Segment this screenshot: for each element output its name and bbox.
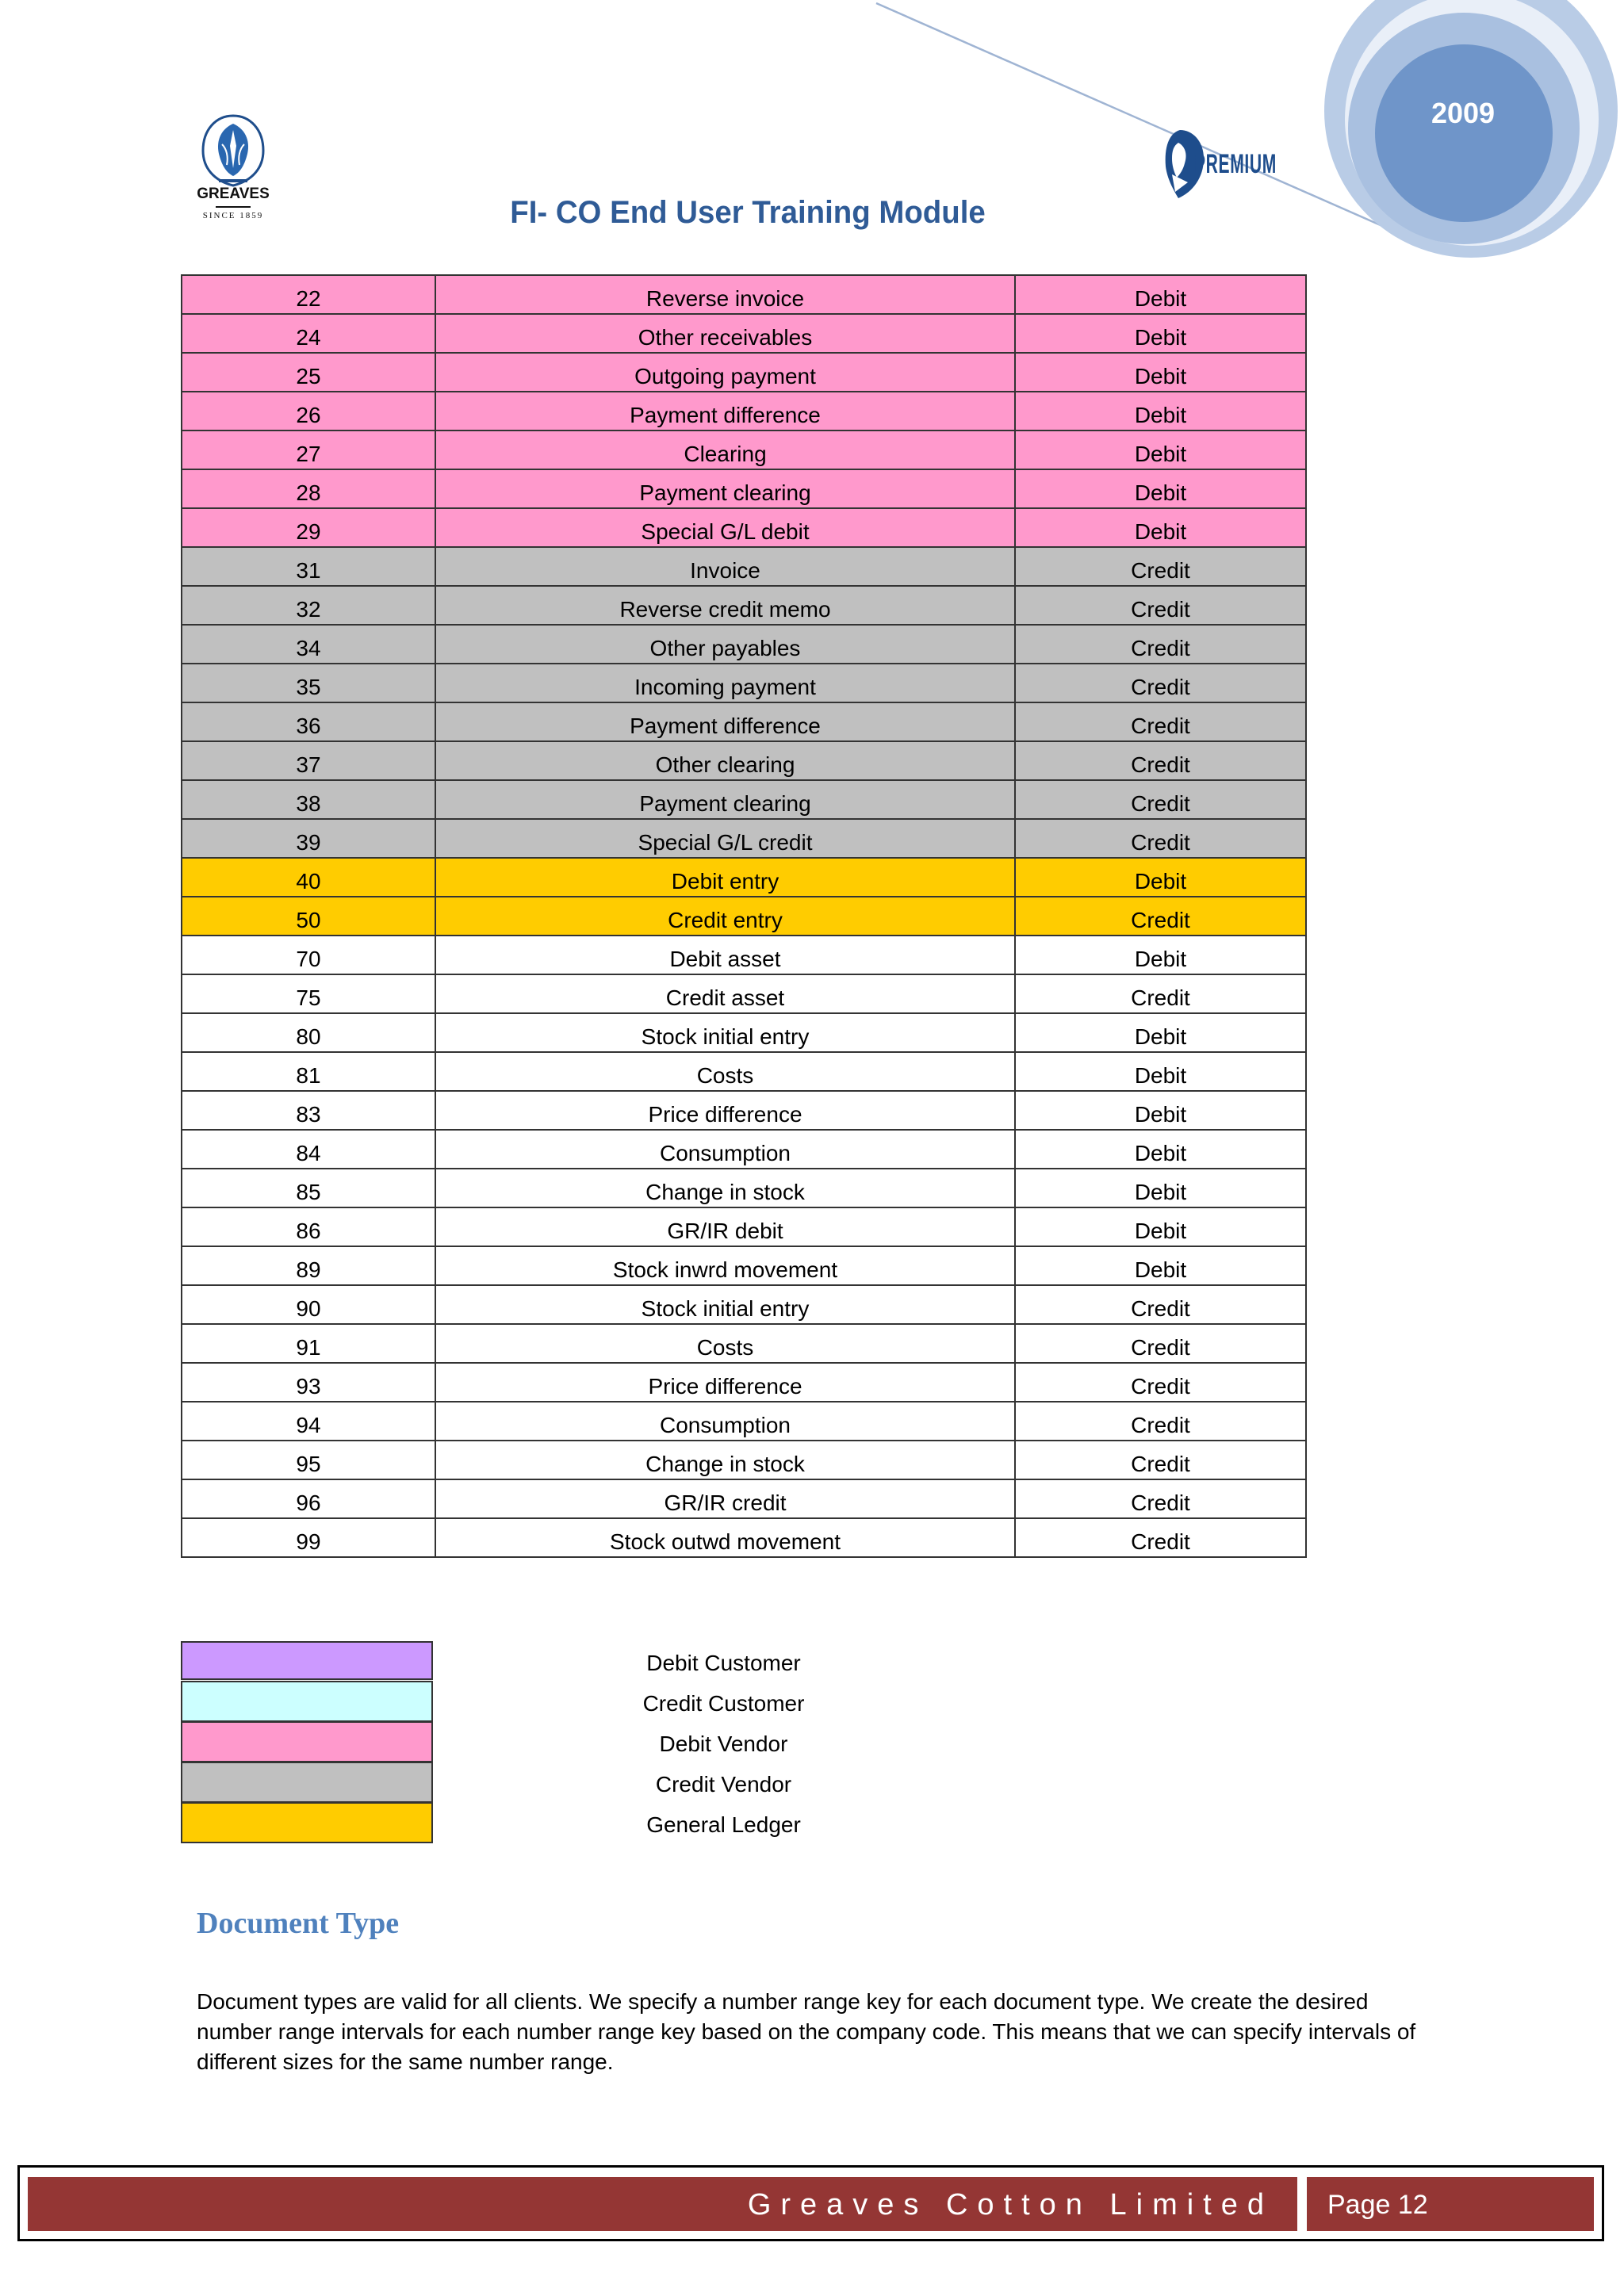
description-cell: Credit entry	[435, 897, 1015, 936]
description-cell: Clearing	[435, 430, 1015, 469]
description-cell: Reverse credit memo	[435, 586, 1015, 625]
debit-credit-cell: Debit	[1015, 1246, 1306, 1285]
debit-credit-cell: Debit	[1015, 1207, 1306, 1246]
year-label: 2009	[1431, 97, 1496, 129]
greaves-logo-name: GREAVES	[197, 186, 270, 202]
legend-swatch	[181, 1641, 433, 1680]
table-row	[182, 1479, 1306, 1518]
description-cell: GR/IR debit	[435, 1207, 1015, 1246]
table-row	[182, 858, 1306, 897]
debit-credit-cell: Debit	[1015, 1169, 1306, 1207]
table-row	[182, 936, 1306, 974]
posting-key-cell: 40	[182, 858, 435, 897]
legend-swatch	[181, 1802, 433, 1843]
description-cell: Consumption	[435, 1402, 1015, 1441]
posting-key-cell: 89	[182, 1246, 435, 1285]
debit-credit-cell: Debit	[1015, 858, 1306, 897]
legend-swatch	[181, 1721, 433, 1762]
description-cell: Stock initial entry	[435, 1013, 1015, 1052]
module-title: FI- CO End User Training Module	[510, 195, 986, 230]
posting-key-cell: 86	[182, 1207, 435, 1246]
posting-key-cell: 83	[182, 1091, 435, 1130]
greaves-logo-since: SINCE 1859	[202, 211, 264, 220]
table-row	[182, 547, 1306, 586]
table-row	[182, 1246, 1306, 1285]
posting-key-cell: 85	[182, 1169, 435, 1207]
debit-credit-cell: Credit	[1015, 780, 1306, 819]
description-cell: Consumption	[435, 1130, 1015, 1169]
debit-credit-cell: Credit	[1015, 1324, 1306, 1363]
posting-key-cell: 99	[182, 1518, 435, 1557]
table-row	[182, 1518, 1306, 1557]
posting-key-cell: 32	[182, 586, 435, 625]
description-cell: Stock outwd movement	[435, 1518, 1015, 1557]
table-row	[182, 1324, 1306, 1363]
table-row	[182, 586, 1306, 625]
table-row	[182, 1441, 1306, 1479]
description-cell: Other receivables	[435, 314, 1015, 353]
debit-credit-cell: Credit	[1015, 625, 1306, 664]
table-row	[182, 897, 1306, 936]
description-cell: Reverse invoice	[435, 275, 1015, 314]
table-row	[182, 430, 1306, 469]
description-cell: Costs	[435, 1324, 1015, 1363]
posting-key-cell: 27	[182, 430, 435, 469]
legend-label: Credit Customer	[642, 1691, 805, 1716]
debit-credit-cell: Credit	[1015, 547, 1306, 586]
description-cell: Incoming payment	[435, 664, 1015, 702]
posting-key-cell: 75	[182, 974, 435, 1013]
legend-label: Debit Vendor	[659, 1732, 788, 1756]
table-row	[182, 1169, 1306, 1207]
description-cell: Special G/L debit	[435, 508, 1015, 547]
debit-credit-cell: Credit	[1015, 1363, 1306, 1402]
posting-key-cell: 90	[182, 1285, 435, 1324]
table-row	[182, 625, 1306, 664]
debit-credit-cell: Credit	[1015, 702, 1306, 741]
table-row	[182, 1207, 1306, 1246]
posting-key-cell: 29	[182, 508, 435, 547]
debit-credit-cell: Credit	[1015, 1285, 1306, 1324]
description-cell: Change in stock	[435, 1169, 1015, 1207]
footer-page-box	[1305, 2175, 1595, 2233]
debit-credit-cell: Debit	[1015, 1091, 1306, 1130]
table-row	[182, 780, 1306, 819]
legend-label: Debit Customer	[646, 1651, 801, 1675]
table-row	[182, 1130, 1306, 1169]
section-body: Document types are valid for all clients. We specify a number range key for each document type. We create the desired number range intervals for each number range key based on the company code. This means that we can specify intervals of different sizes for the same number range.	[197, 1989, 1416, 2074]
table-row	[182, 469, 1306, 508]
description-cell: Payment difference	[435, 702, 1015, 741]
description-cell: Debit asset	[435, 936, 1015, 974]
posting-key-cell: 95	[182, 1441, 435, 1479]
description-cell: Stock initial entry	[435, 1285, 1015, 1324]
posting-keys-table	[181, 274, 1307, 1558]
table-row	[182, 1052, 1306, 1091]
table-row	[182, 314, 1306, 353]
description-cell: Credit asset	[435, 974, 1015, 1013]
table-row	[182, 275, 1306, 314]
posting-key-cell: 84	[182, 1130, 435, 1169]
debit-credit-cell: Debit	[1015, 508, 1306, 547]
posting-key-cell: 25	[182, 353, 435, 392]
debit-credit-cell: Debit	[1015, 936, 1306, 974]
posting-key-cell: 50	[182, 897, 435, 936]
posting-key-cell: 80	[182, 1013, 435, 1052]
debit-credit-cell: Credit	[1015, 897, 1306, 936]
table-row	[182, 353, 1306, 392]
description-cell: Price difference	[435, 1363, 1015, 1402]
debit-credit-cell: Credit	[1015, 1441, 1306, 1479]
debit-credit-cell: Credit	[1015, 819, 1306, 858]
debit-credit-cell: Credit	[1015, 974, 1306, 1013]
posting-key-cell: 91	[182, 1324, 435, 1363]
premium-logo-text: PREMIUM	[1194, 149, 1277, 179]
table-row	[182, 664, 1306, 702]
table-row	[182, 819, 1306, 858]
posting-key-cell: 24	[182, 314, 435, 353]
footer-company-name: Greaves Cotton Limited	[747, 2188, 1274, 2221]
debit-credit-cell: Credit	[1015, 1518, 1306, 1557]
posting-key-cell: 22	[182, 275, 435, 314]
posting-keys-body	[182, 275, 1306, 1557]
table-row	[182, 508, 1306, 547]
posting-key-cell: 35	[182, 664, 435, 702]
posting-key-cell: 96	[182, 1479, 435, 1518]
debit-credit-cell: Debit	[1015, 1013, 1306, 1052]
description-cell: Other clearing	[435, 741, 1015, 780]
description-cell: Other payables	[435, 625, 1015, 664]
description-cell: Payment clearing	[435, 780, 1015, 819]
debit-credit-cell: Debit	[1015, 430, 1306, 469]
page-number: Page 12	[1327, 2190, 1428, 2220]
table-row	[182, 974, 1306, 1013]
description-cell: Debit entry	[435, 858, 1015, 897]
debit-credit-cell: Credit	[1015, 664, 1306, 702]
description-cell: Payment difference	[435, 392, 1015, 430]
posting-key-cell: 70	[182, 936, 435, 974]
table-row	[182, 1402, 1306, 1441]
legend-swatch	[181, 1681, 433, 1722]
debit-credit-cell: Credit	[1015, 1479, 1306, 1518]
debit-credit-cell: Debit	[1015, 392, 1306, 430]
table-row	[182, 1363, 1306, 1402]
table-row	[182, 1285, 1306, 1324]
posting-key-cell: 93	[182, 1363, 435, 1402]
table-row	[182, 741, 1306, 780]
footer-company-bar	[26, 2175, 1299, 2233]
posting-key-cell: 26	[182, 392, 435, 430]
table-row	[182, 1013, 1306, 1052]
description-cell: Costs	[435, 1052, 1015, 1091]
debit-credit-cell: Credit	[1015, 1402, 1306, 1441]
debit-credit-cell: Debit	[1015, 1052, 1306, 1091]
posting-key-cell: 28	[182, 469, 435, 508]
posting-key-cell: 36	[182, 702, 435, 741]
posting-key-cell: 31	[182, 547, 435, 586]
legend-swatch	[181, 1762, 433, 1803]
description-cell: Change in stock	[435, 1441, 1015, 1479]
description-cell: Payment clearing	[435, 469, 1015, 508]
description-cell: Invoice	[435, 547, 1015, 586]
posting-key-cell: 34	[182, 625, 435, 664]
posting-key-cell: 81	[182, 1052, 435, 1091]
posting-key-cell: 94	[182, 1402, 435, 1441]
debit-credit-cell: Debit	[1015, 275, 1306, 314]
debit-credit-cell: Credit	[1015, 741, 1306, 780]
legend-label: General Ledger	[646, 1812, 801, 1837]
table-row	[182, 702, 1306, 741]
description-cell: GR/IR credit	[435, 1479, 1015, 1518]
debit-credit-cell: Credit	[1015, 586, 1306, 625]
description-cell: Stock inwrd movement	[435, 1246, 1015, 1285]
posting-key-cell: 39	[182, 819, 435, 858]
description-cell: Outgoing payment	[435, 353, 1015, 392]
table-row	[182, 1091, 1306, 1130]
debit-credit-cell: Debit	[1015, 1130, 1306, 1169]
posting-key-cell: 38	[182, 780, 435, 819]
posting-key-cell: 37	[182, 741, 435, 780]
section-heading: Document Type	[197, 1907, 400, 1940]
debit-credit-cell: Debit	[1015, 353, 1306, 392]
description-cell: Special G/L credit	[435, 819, 1015, 858]
legend-label: Credit Vendor	[655, 1772, 792, 1797]
table-row	[182, 392, 1306, 430]
description-cell: Price difference	[435, 1091, 1015, 1130]
debit-credit-cell: Debit	[1015, 314, 1306, 353]
debit-credit-cell: Debit	[1015, 469, 1306, 508]
